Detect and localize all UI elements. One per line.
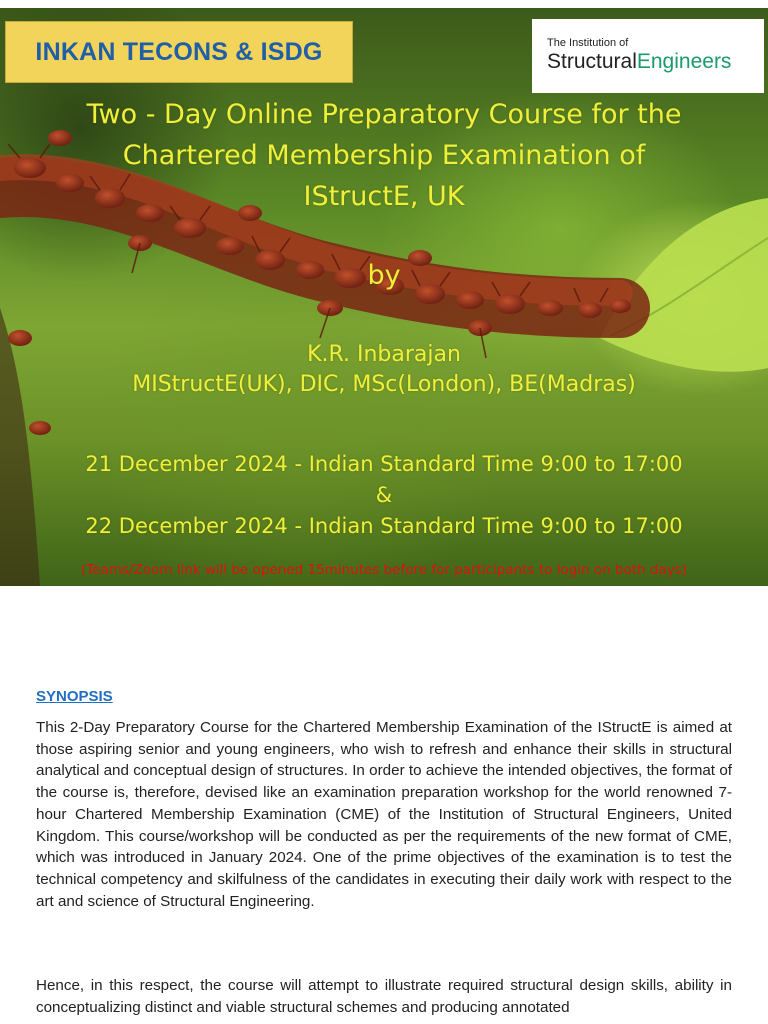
author-name: K.R. Inbarajan (307, 342, 461, 367)
synopsis-paragraph-2: Hence, in this respect, the course will attempt to illustrate required structural design skills, ability in conceptualizing distinct and viable structural schemes and producing annotated (36, 977, 732, 1016)
istructe-logo (532, 19, 764, 93)
date-day-2: 22 December 2024 - Indian Standard Time 9:00 to 17:00 (85, 514, 683, 538)
date-joiner: & (375, 483, 393, 507)
logo-wordmark-structural: Structural (547, 50, 637, 73)
synopsis-paragraph-1: This 2-Day Preparatory Course for the Chartered Membership Examination of the IStructE is aimed at those aspiring senior and young engineers, who wish to refresh and enhance their skills in structural analytical and conceptual design of structures. In order to achieve the intended objectives, the format of the course is, therefore, devised like an examination preparation workshop for the world renowned 7-hour Chartered Membership Examination (CME) of the Institution of Structural Engineers, United Kingdom. This course/workshop will be conducted as per the requirements of the new format of CME, which was introduced in January 2024. One of the prime objectives of the examination is to test the technical competency and skilfulness of the candidates in executing their daily work with respect to the art and science of Structural Engineering. (36, 719, 732, 910)
synopsis-heading: SYNOPSIS (36, 688, 113, 705)
logo-wordmark-engineers: Engineers (636, 50, 732, 73)
date-day-1: 21 December 2024 - Indian Standard Time 9:00 to 17:00 (85, 452, 683, 476)
login-note: (Teams/Zoom link will be opened 15minutes before for participants to login on both days) (80, 562, 688, 578)
organizer-name: INKAN TECONS & ISDG (35, 37, 323, 66)
logo-wordmark (547, 49, 764, 75)
course-title-line-3: IStructE, UK (303, 181, 465, 212)
logo-tagline: The Institution of (547, 37, 629, 49)
author-credentials: MIStructE(UK), DIC, MSc(London), BE(Madras) (132, 372, 636, 397)
author-block (0, 340, 768, 400)
course-title (0, 94, 768, 217)
course-title-line-2: Chartered Membership Examination of (122, 140, 646, 171)
course-dates (0, 449, 768, 542)
course-banner (0, 8, 768, 586)
by-label: by (367, 260, 401, 291)
course-title-line-1: Two - Day Online Preparatory Course for the (86, 99, 682, 130)
organizer-brand-box (5, 21, 353, 83)
